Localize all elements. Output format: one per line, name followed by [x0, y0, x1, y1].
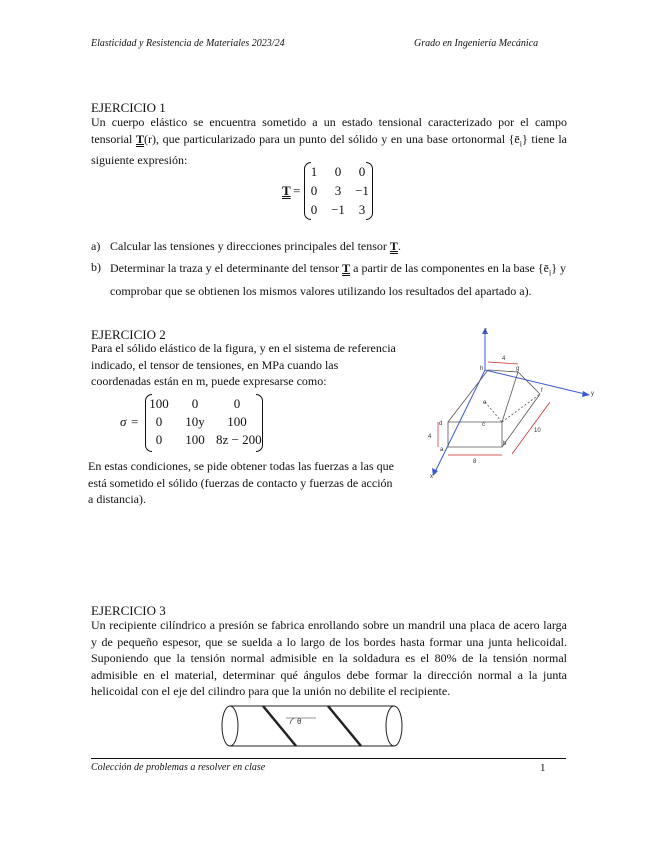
matrix-cell: 3	[358, 202, 366, 217]
ex2-matrix	[120, 394, 270, 452]
matrix-cell: 100	[149, 396, 169, 411]
matrix-cell: 0	[310, 183, 318, 198]
matrix-cell: 0	[155, 414, 163, 429]
matrix-cell: 100	[185, 432, 205, 447]
matrix-cell: 0	[155, 432, 163, 447]
matrix-cell: 0	[358, 164, 366, 179]
ex1-item-a-marker: a)	[91, 239, 101, 253]
matrix-cell: 0	[233, 396, 241, 411]
ex1-intro-tensor: T	[135, 131, 144, 146]
matrix-cell: −1	[331, 202, 345, 217]
header-degree: Grado en Ingeniería Mecánica	[414, 38, 539, 49]
vertex-d: d	[439, 421, 443, 427]
page-number: 1	[540, 762, 546, 774]
matrix-cell: 0	[334, 164, 342, 179]
header-course: Elasticidad y Resistencia de Materiales 2023/24	[91, 38, 285, 49]
axis-y-label: y	[591, 391, 594, 397]
ex1-matrix-eq: =	[293, 183, 301, 198]
matrix-cell: 1	[310, 164, 318, 179]
vertex-f: f	[541, 388, 543, 394]
dim-diagonal: 10	[534, 428, 541, 434]
axis-z-label: z	[484, 328, 487, 334]
ex1-item-a: Calcular las tensiones y direcciones principales del tensor T.	[110, 239, 401, 253]
dim-top: 4	[502, 356, 506, 362]
vertex-c: c	[482, 422, 485, 428]
matrix-cell: −1	[355, 183, 369, 198]
dim-bottom: 8	[473, 459, 477, 465]
ex1-title: EJERCICIO 1	[91, 100, 166, 115]
ex1-matrix	[282, 162, 382, 220]
matrix-cell: 0	[310, 202, 318, 217]
ex2-matrix-eq: =	[131, 414, 139, 429]
axis-x-label: x	[430, 474, 433, 480]
dim-left: 4	[428, 434, 432, 440]
ex3-text: Un recipiente cilíndrico a presión se fabrica enrollando sobre un mandril una placa de acero larga y de pequeño espesor, que se suelda a lo largo de los bordes hasta formar una junta helicoidal. Suponiendo que la tensión normal admisible en la soldadura es el 80% de la tensión normal admisible en el material, determinar qué ángulos debe formar la dirección normal a la junta helicoidal con el eje del cilindro para que la unión no debilite el recipiente.	[91, 618, 567, 698]
footer-collection: Colección de problemas a resolver en clase	[91, 762, 266, 773]
vertex-a: a	[440, 447, 444, 453]
ex1-matrix-lhs: T	[282, 183, 291, 198]
vertex-e: e	[483, 400, 487, 406]
matrix-cell: 3	[334, 183, 342, 198]
ex1-intro: Un cuerpo elástico se encuentra sometido a un estado tensional caracterizado por el campo tensorial T(r), que particularizado para un punto del sólido y en una base ortonormal $\{ē_i\}$ tiene la siguiente expresión:	[91, 115, 567, 168]
vertex-h: h	[480, 366, 484, 372]
ex1-item-b: Determinar la traza y el determinante del tensor T a partir de las componentes en la base $\{ē_i\}$ y comprobar que se obtienen los mismos valores utilizando los resultados del apartado a).	[110, 261, 567, 299]
ex2-question: En estas condiciones, se pide obtener todas las fuerzas a las que está sometido el sólido (fuerzas de contacto y fuerzas de acción a distancia).	[88, 459, 394, 506]
matrix-cell: 8z − 200	[216, 432, 262, 447]
vertex-b: b	[503, 441, 507, 447]
footer-rule	[91, 758, 566, 759]
ex1-item-b-marker: b)	[91, 260, 101, 274]
ex2-matrix-lhs: σ	[120, 414, 127, 429]
matrix-cell: 100	[227, 414, 247, 429]
matrix-cell: 0	[191, 396, 199, 411]
ex2-title: EJERCICIO 2	[91, 327, 166, 342]
ex2-solid-figure	[410, 322, 605, 482]
ex2-intro: Para el sólido elástico de la figura, y en el sistema de referencia indicado, el tensor de tensiones, en MPa cuando las coordenadas están en m, puede expresarse como:	[91, 341, 396, 388]
angle-theta-label: θ	[297, 717, 302, 726]
matrix-cell: 10y	[185, 414, 205, 429]
ex3-title: EJERCICIO 3	[91, 603, 166, 618]
ex3-cylinder-figure	[218, 702, 408, 750]
vertex-g: g	[516, 366, 520, 372]
